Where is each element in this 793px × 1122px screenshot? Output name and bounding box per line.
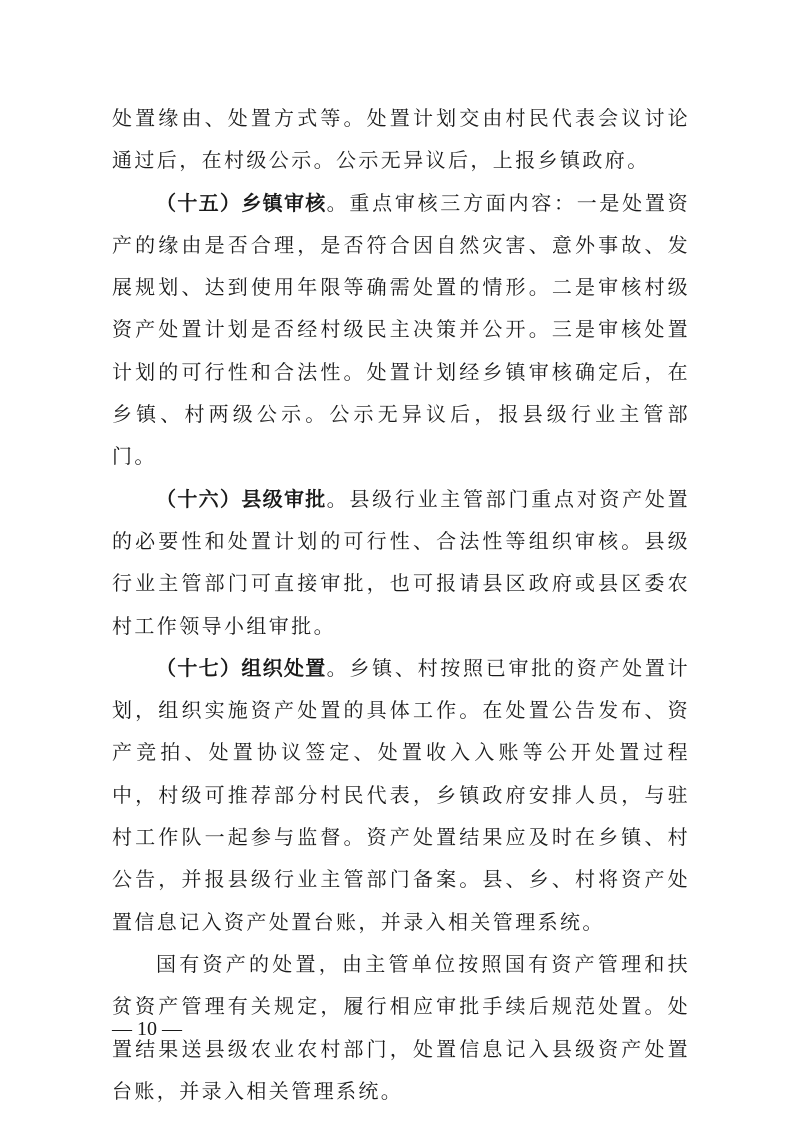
paragraph-text: 处置缘由、处置方式等。处置计划交由村民代表会议讨论通过后，在村级公示。公示无异议后，上报乡镇政府。 bbox=[112, 106, 690, 173]
paragraph-organize-disposal bbox=[112, 647, 690, 943]
paragraph-township-review bbox=[112, 182, 690, 478]
paragraph-text: 。乡镇、村按照已审批的资产处置计划，组织实施资产处置的具体工作。在处置公告发布、资产竞拍、处置协议签定、处置收入入账等公开处置过程中，村级可推荐部分村民代表，乡镇政府安排人员，与驻村工作队一起参与监督。资产处置结果应及时在乡镇、村公告，并报县级行业主管部门备案。县、乡、村将资产处置信息记入资产处置台账，并录入相关管理系统。 bbox=[112, 655, 691, 934]
paragraph-county-approval bbox=[112, 478, 690, 647]
paragraph-continuation bbox=[112, 97, 690, 182]
paragraph-text: 。县级行业主管部门重点对资产处置的必要性和处置计划的可行性、合法性等组织审核。县级行业主管部门可直接审批，也可报请县区政府或县区委农村工作领导小组审批。 bbox=[112, 486, 691, 638]
page-number: — 10 — bbox=[112, 1018, 182, 1040]
section-heading: （十五）乡镇审核 bbox=[156, 190, 327, 215]
paragraph-text: 国有资产的处置，由主管单位按照国有资产管理和扶贫资产管理有关规定，履行相应审批手续后规范处置。处置结果送县级农业农村部门，处置信息记入县级资产处置台账，并录入相关管理系统。 bbox=[112, 951, 690, 1103]
section-heading: （十七）组织处置 bbox=[156, 655, 327, 680]
paragraph-state-assets bbox=[112, 943, 690, 1112]
paragraph-text: 。重点审核三方面内容：一是处置资产的缘由是否合理，是否符合因自然灾害、意外事故、发展规划、达到使用年限等确需处置的情形。二是审核村级资产处置计划是否经村级民主决策并公开。三是审核处置计划的可行性和合法性。处置计划经乡镇审核确定后，在乡镇、村两级公示。公示无异议后，报县级行业主管部门。 bbox=[112, 190, 691, 469]
document-page bbox=[112, 97, 690, 1112]
section-heading: （十六）县级审批 bbox=[156, 486, 327, 511]
